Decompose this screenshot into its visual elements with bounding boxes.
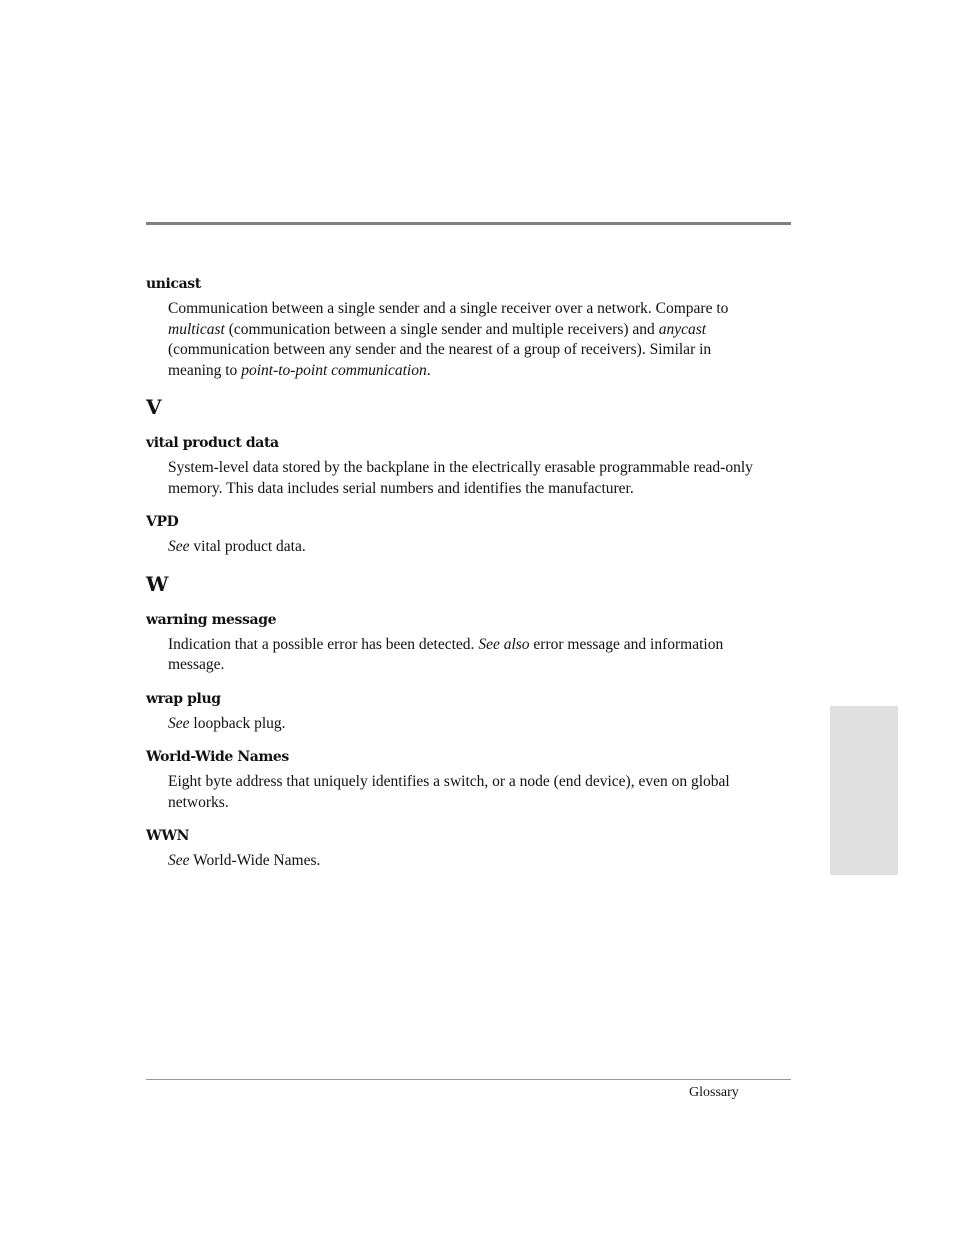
see-label: See xyxy=(168,714,190,732)
glossary-entry-world-wide-names xyxy=(146,747,786,813)
chapter-thumb-tab xyxy=(830,706,898,875)
glossary-term: WWN xyxy=(146,828,190,844)
definition-text: error message and information message. xyxy=(168,635,724,673)
section-letter-w: W xyxy=(146,571,169,596)
definition-text: Communication between a single sender and a single receiver over a network. Compare to xyxy=(168,300,729,317)
glossary-content xyxy=(146,274,786,885)
glossary-entry-warning-message xyxy=(146,610,786,676)
glossary-definition: Eight byte address that uniquely identifies a switch, or a node (end device), even on global networks. xyxy=(168,773,730,811)
glossary-definition xyxy=(168,635,768,676)
footer-section-label: Glossary xyxy=(689,1085,739,1100)
glossary-definition xyxy=(168,537,768,558)
glossary-term: wrap plug xyxy=(146,690,221,707)
definition-text: World-Wide Names. xyxy=(189,852,321,869)
glossary-entry-wrap-plug xyxy=(146,689,786,735)
header-rule xyxy=(146,222,791,225)
glossary-entry-vital-product-data xyxy=(146,433,786,499)
glossary-definition xyxy=(168,299,768,381)
glossary-definition: System-level data stored by the backplane in the electrically erasable programmable read-only memory. This data includes serial numbers and identifies the manufacturer. xyxy=(168,459,753,497)
glossary-definition xyxy=(168,714,768,735)
glossary-term: World-Wide Names xyxy=(146,749,289,765)
glossary-term: unicast xyxy=(146,276,201,292)
see-label: See xyxy=(168,538,190,555)
definition-text: (communication between a single sender and multiple receivers) and xyxy=(224,320,659,338)
glossary-term: VPD xyxy=(146,514,179,530)
cross-reference-term: anycast xyxy=(658,320,707,338)
definition-text: Indication that a possible error has been detected. xyxy=(168,635,479,653)
glossary-term: vital product data xyxy=(146,435,279,451)
see-also-label: See also xyxy=(478,635,530,653)
glossary-term: warning message xyxy=(146,611,277,628)
definition-text: loopback plug. xyxy=(189,714,286,732)
section-letter-v: V xyxy=(146,395,162,419)
definition-text: . xyxy=(426,361,431,379)
glossary-entry-wwn xyxy=(146,826,786,872)
definition-text: vital product data. xyxy=(189,538,306,555)
cross-reference-term: multicast xyxy=(168,320,225,338)
glossary-entry-vpd xyxy=(146,512,786,558)
see-label: See xyxy=(168,852,190,869)
glossary-entry-unicast xyxy=(146,274,786,381)
footer-rule xyxy=(146,1079,791,1080)
glossary-definition xyxy=(168,851,768,872)
definition-text: (communication between any sender and the nearest of a group of receivers). Similar in meaning to xyxy=(168,341,712,379)
cross-reference-term: point-to-point communication xyxy=(241,361,427,379)
